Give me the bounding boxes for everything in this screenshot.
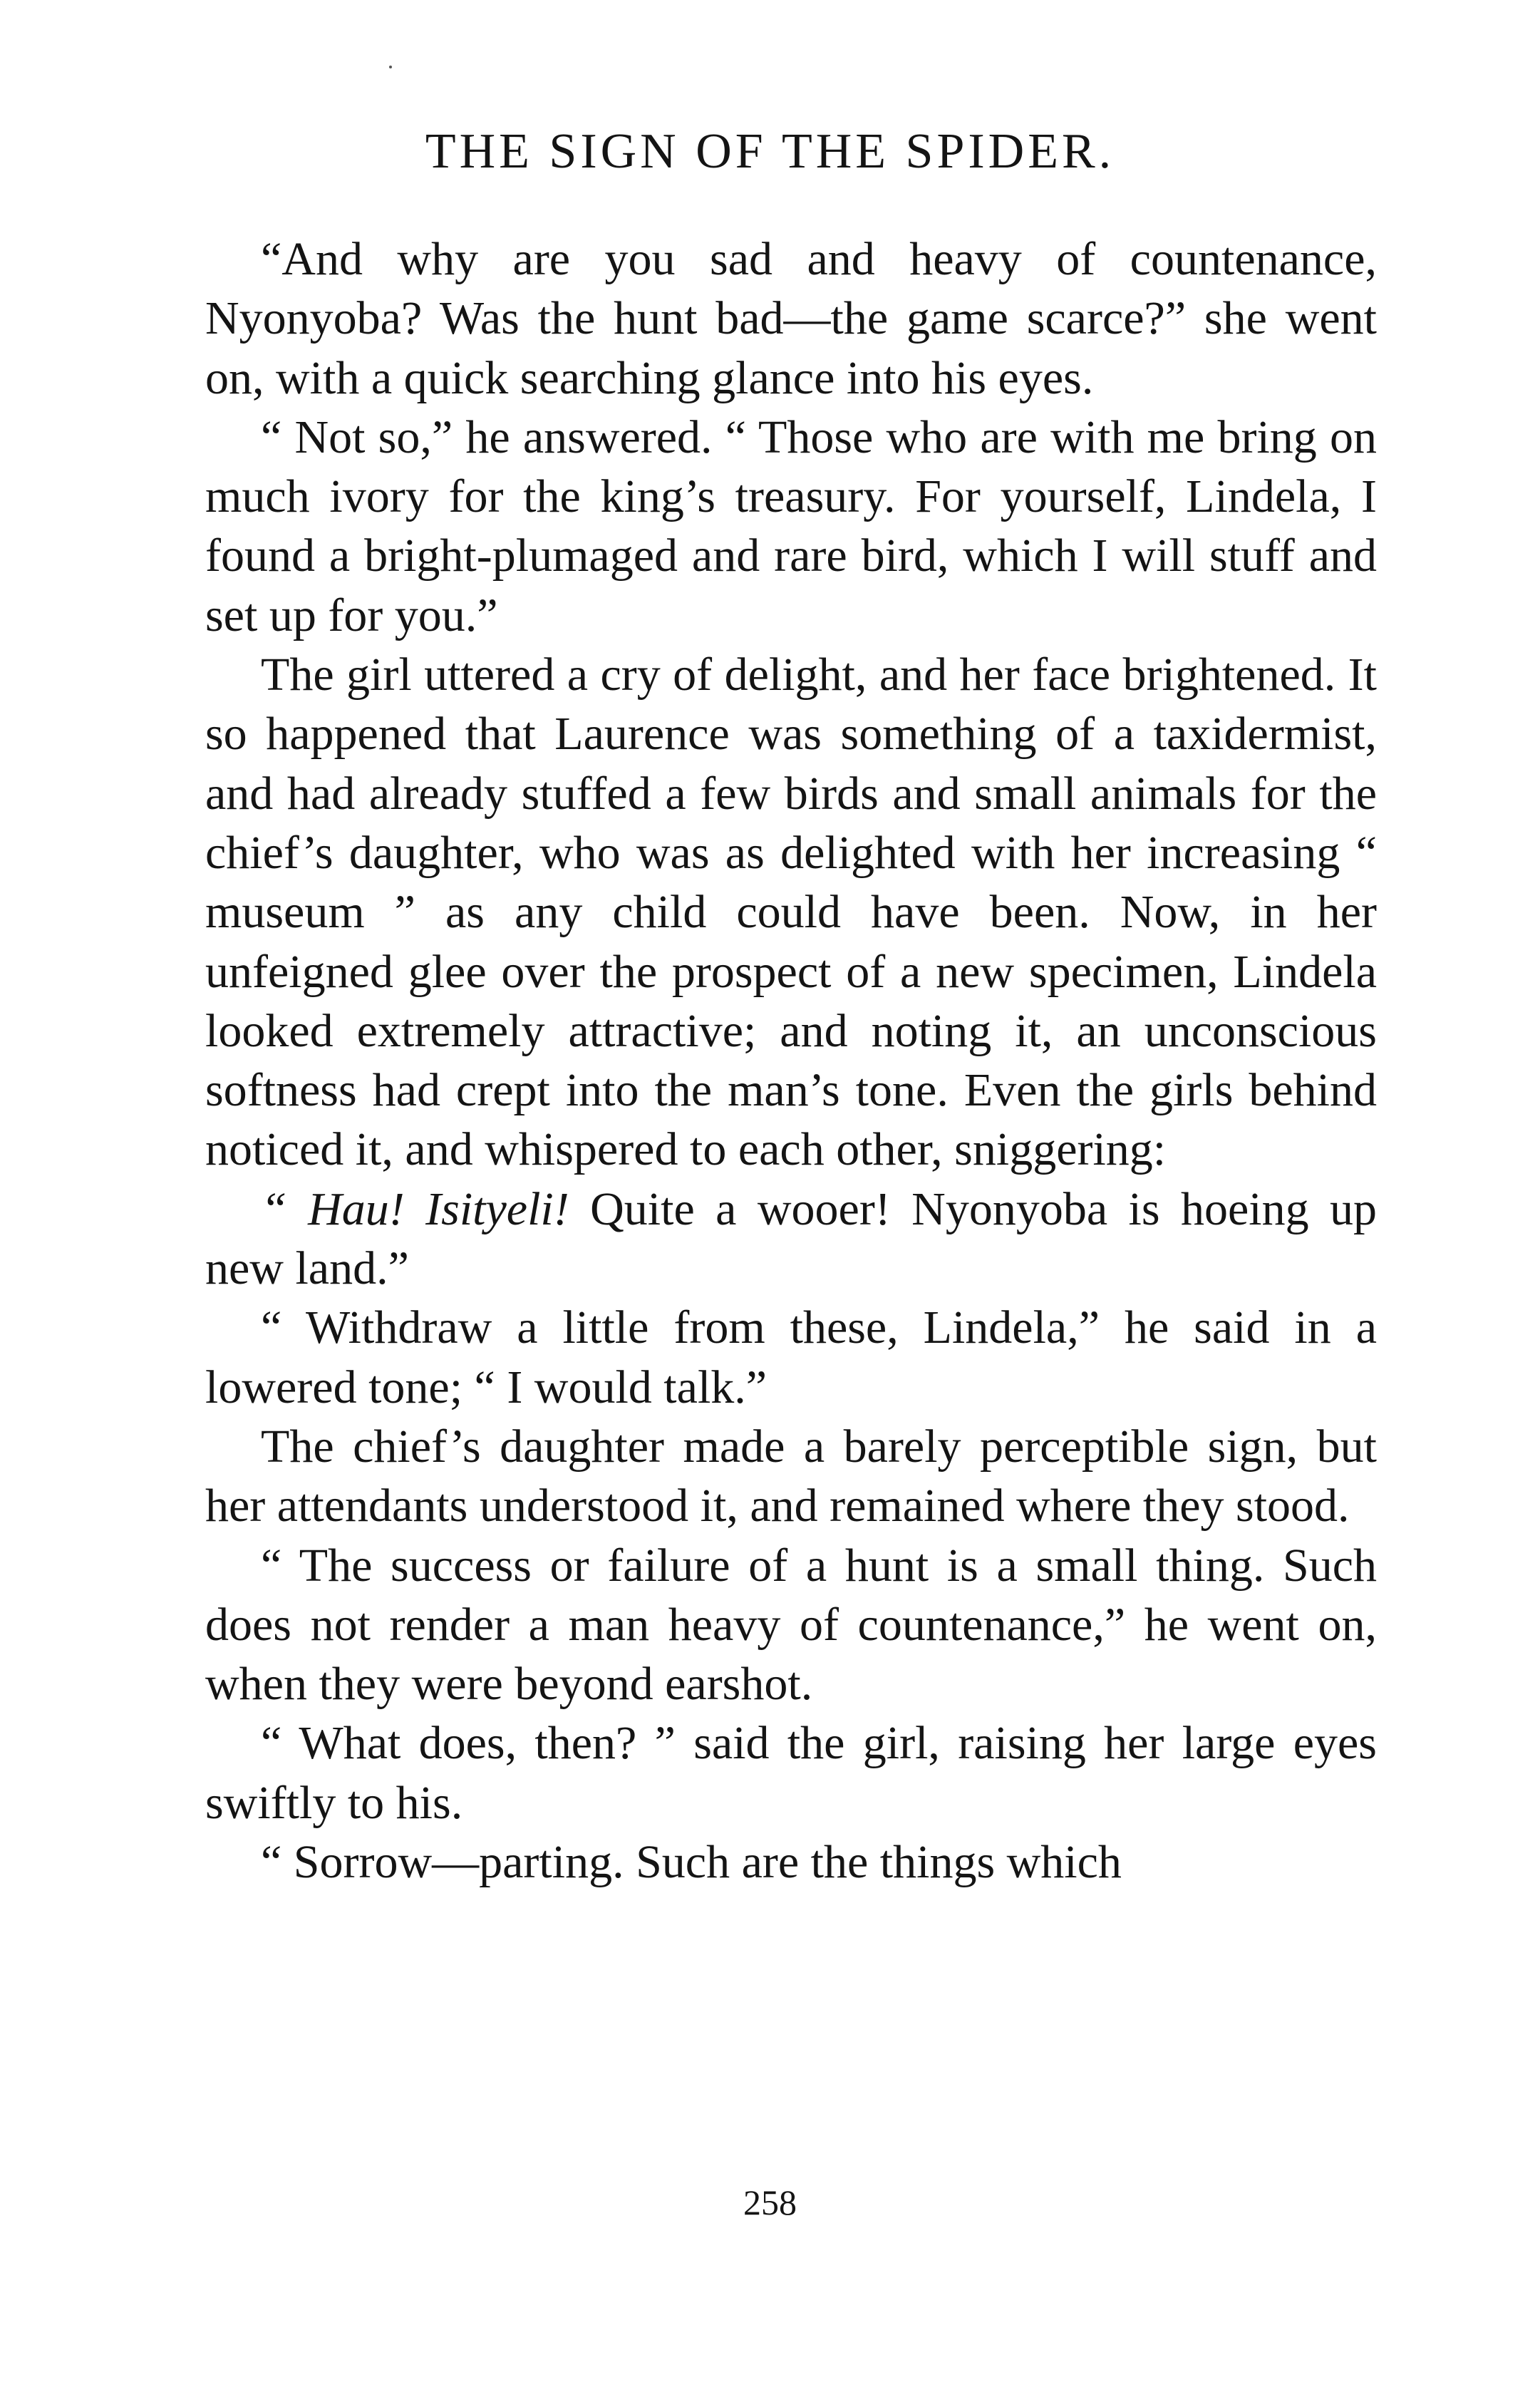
paragraph: “ Sorrow—parting. Such are the things which — [261, 1836, 1122, 1889]
paragraph: “ Withdraw a little from these, Lindela,” he said in a lowered tone; “ I would talk.” — [205, 1301, 1377, 1413]
paragraph: “ The success or failure of a hunt is a small thing. Such does not render a man heavy of countenance,” he went on, when they were beyond earshot. — [205, 1539, 1377, 1711]
italic-exclamation: “ Hau! Isityeli! — [261, 1182, 569, 1235]
paragraph: The girl uttered a cry of delight, and her face brightened. It so happened that Laurence was something of a taxidermist, and had already stuffed a few birds and small animals for the chief’s daughter, who was as delighted with her increasing “ museum ” as any child could have been. Now, in her unfeigned glee over the prospect of a new specimen, Lindela looked extremely attractive; and noting it, an unconscious softness had crept into the man’s tone. Even the girls behind noticed it, and whispered to each other, sniggering: — [205, 649, 1377, 1176]
running-head: THE SIGN OF THE SPIDER. — [425, 124, 1115, 179]
page-number: 258 — [743, 2182, 797, 2222]
paragraph: “And why are you sad and heavy of countenance, Nyonyoba? Was the hunt bad—the game scarce?” she went on, with a quick searching glance into his eyes. — [205, 233, 1377, 404]
body-text — [205, 230, 1377, 1892]
paragraph: “ What does, then? ” said the girl, raising her large eyes swiftly to his. — [205, 1717, 1377, 1829]
paragraph-rest: Quite a wooer! Nyonyoba is hoeing up new land.” — [205, 1182, 1377, 1295]
print-speck — [389, 66, 392, 68]
paragraph — [205, 1180, 1377, 1299]
paragraph: “ Not so,” he answered. “ Those who are with me bring on much ivory for the king’s treasury. For yourself, Lindela, I found a bright-plumaged and rare bird, which I will stuff and set up for you.” — [205, 411, 1377, 641]
paragraph: The chief’s daughter made a barely perceptible sign, but her attendants understood it, and remained where they stood. — [205, 1420, 1377, 1532]
